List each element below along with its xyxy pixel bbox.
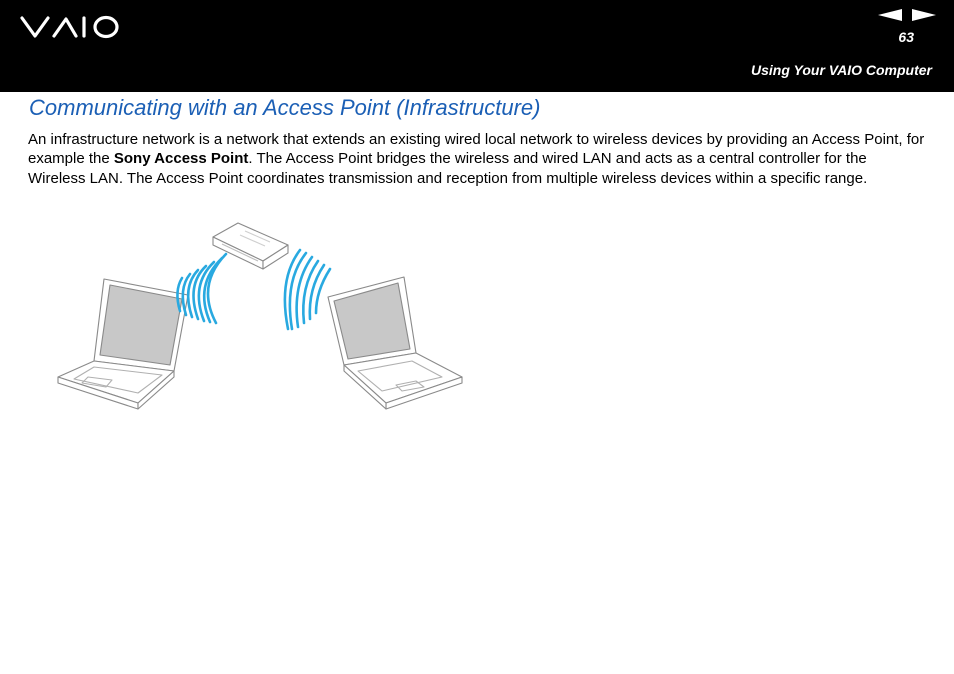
paragraph-text-1: An infrastructure network is a network that extends an existing wired local network to wireless devices by providing an Access Point, for example the <box>28 131 925 168</box>
access-point-icon <box>213 223 288 269</box>
vaio-logo <box>20 14 120 40</box>
section-title: Using Your VAIO Computer <box>751 62 932 78</box>
body-paragraph <box>28 130 928 188</box>
paragraph-text-2: . The Access Point bridges the wireless and wired LAN and acts as a central controller for the Wireless LAN. The Access Point coordinates transmission and reception from multiple wireless devices within a specific range. <box>28 150 868 187</box>
wireless-signal-right-icon <box>285 250 330 329</box>
paragraph-bold-term: Sony Access Point <box>113 150 249 168</box>
wireless-signal-left-icon <box>177 254 226 323</box>
left-laptop-icon <box>58 279 188 409</box>
arrow-left-icon[interactable] <box>876 7 904 23</box>
arrow-right-icon[interactable] <box>910 7 938 23</box>
right-laptop-icon <box>328 277 462 409</box>
infrastructure-illustration <box>50 215 470 415</box>
page-number: 63 <box>898 29 914 45</box>
page-heading: Communicating with an Access Point (Infrastructure) <box>29 95 541 120</box>
page-header <box>0 0 954 92</box>
